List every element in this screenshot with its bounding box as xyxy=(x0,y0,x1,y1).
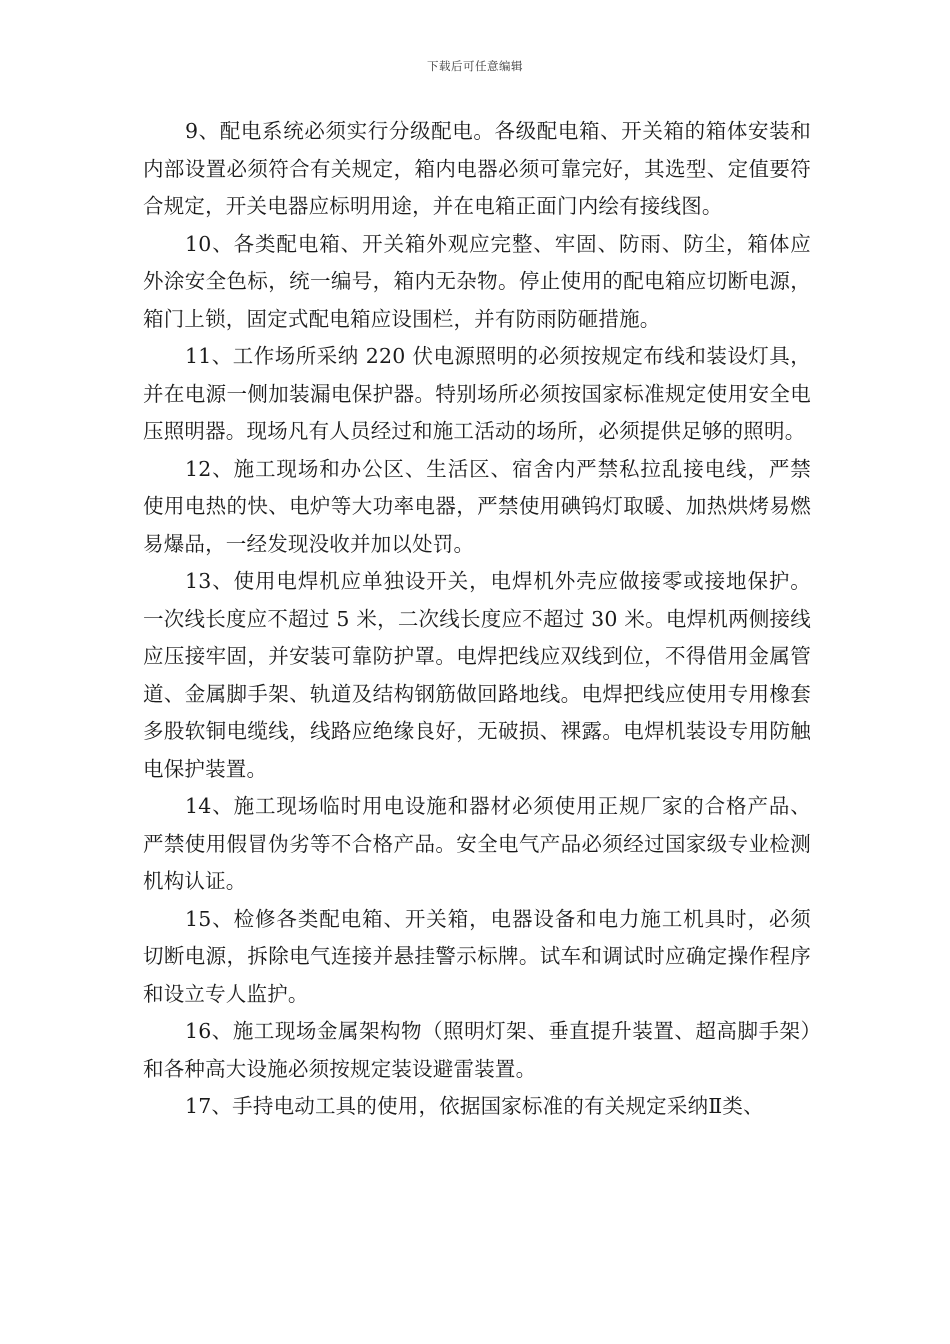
document-body xyxy=(143,113,811,1126)
paragraph-15: 15、检修各类配电箱、开关箱，电器设备和电力施工机具时，必须切断电源，拆除电气连接并悬挂警示标牌。试车和调试时应确定操作程序和设立专人监护。 xyxy=(143,906,811,1006)
paragraph-9: 9、配电系统必须实行分级配电。各级配电箱、开关箱的箱体安装和内部设置必须符合有关规定，箱内电器必须可靠完好，其选型、定值要符合规定，开关电器应标明用途，并在电箱正面门内绘有接线图。 xyxy=(143,119,811,218)
paragraph-13: 13、使用电焊机应单独设开关，电焊机外壳应做接零或接地保护。一次线长度应不超过 5 米，二次线长度应不超过 30 米。电焊机两侧接线应压接牢固，并安装可靠防护罩。电焊把线应双线到位，不得借用金属管道、金属脚手架、轨道及结构钢筋做回路地线。电焊把线应使用专用橡套多股软铜电缆线，线路应绝缘良好，无破损、裸露。电焊机装设专用防触电保护装置。 xyxy=(143,569,811,781)
paragraph-17: 17、手持电动工具的使用，依据国家标准的有关规定采纳Ⅱ类、 xyxy=(185,1094,764,1118)
paragraph-16: 16、施工现场金属架构物（照明灯架、垂直提升装置、超高脚手架）和各种高大设施必须按规定装设避雷装置。 xyxy=(143,1019,811,1081)
paragraph-11: 11、工作场所采纳 220 伏电源照明的必须按规定布线和装设灯具，并在电源一侧加装漏电保护器。特别场所必须按国家标准规定使用安全电压照明器。现场凡有人员经过和施工活动的场所，必须提供足够的照明。 xyxy=(143,344,811,443)
paragraph-14: 14、施工现场临时用电设施和器材必须使用正规厂家的合格产品、严禁使用假冒伪劣等不合格产品。安全电气产品必须经过国家级专业检测机构认证。 xyxy=(143,794,811,893)
paragraph-12: 12、施工现场和办公区、生活区、宿舍内严禁私拉乱接电线，严禁使用电热的快、电炉等大功率电器，严禁使用碘钨灯取暖、加热烘烤易燃易爆品，一经发现没收并加以处罚。 xyxy=(143,456,811,556)
paragraph-10: 10、各类配电箱、开关箱外观应完整、牢固、防雨、防尘，箱体应外涂安全色标，统一编号，箱内无杂物。停止使用的配电箱应切断电源，箱门上锁，固定式配电箱应设围栏，并有防雨防砸措施。 xyxy=(143,231,811,331)
page-header-note: 下载后可任意编辑 xyxy=(427,59,523,73)
